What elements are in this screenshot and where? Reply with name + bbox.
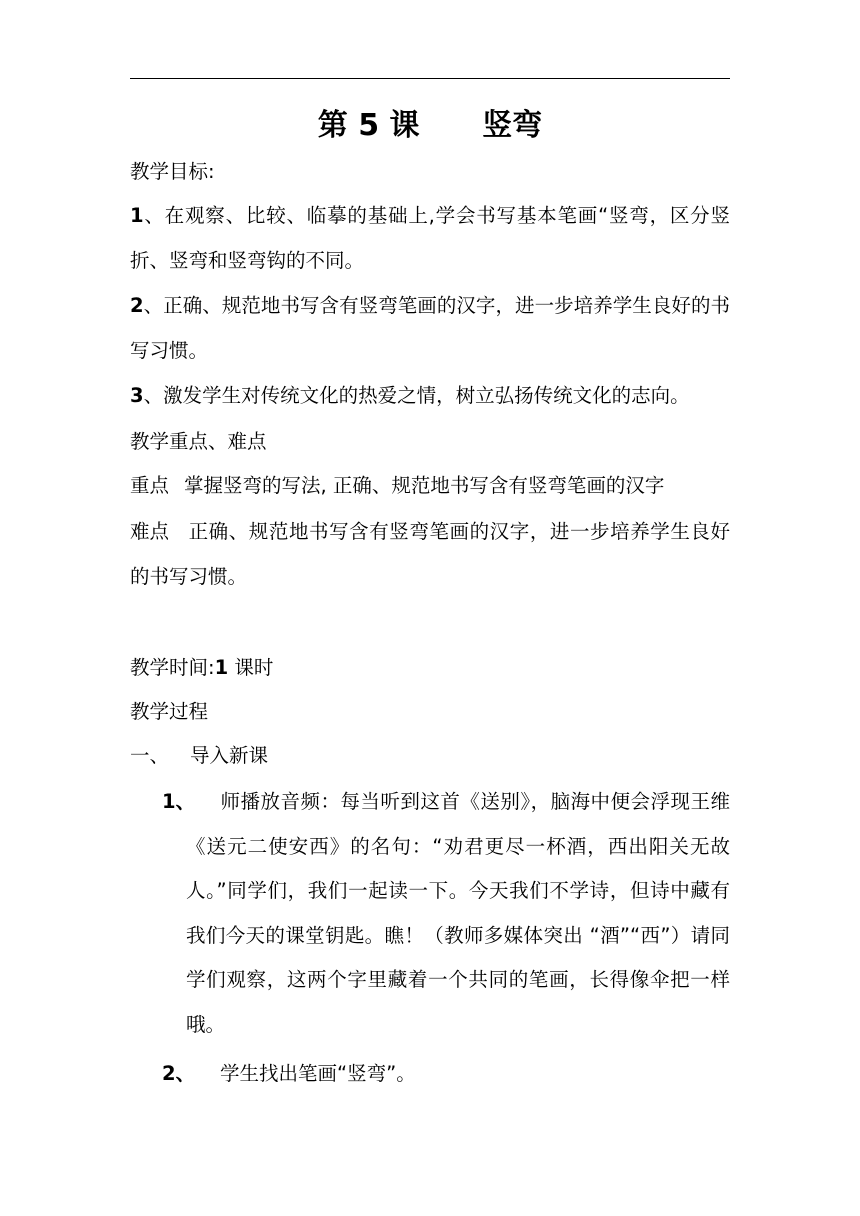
difficult-point bbox=[130, 510, 730, 599]
objective-item-1 bbox=[130, 194, 730, 283]
key-point bbox=[130, 464, 730, 508]
teaching-time-number: 1 bbox=[214, 656, 229, 679]
process-heading: 教学过程 bbox=[130, 700, 209, 723]
difficult-point-label: 难点 bbox=[130, 520, 170, 543]
key-heading: 教学重点、难点 bbox=[130, 430, 267, 453]
objective-number: 2 bbox=[130, 294, 144, 317]
step-text: 师播放音频：每当听到这首《送别》，脑海中便会浮现王维《送元二使安西》的名句：“劝君更尽一杯酒，西出阳关无故人。”同学们，我们一起读一下。今天我们不学诗，但诗中藏有我们今天的课堂钥匙。瞧！（教师多媒体突出 “酒”“西”）请同学们观察，这两个字里藏着一个共同的笔画，长得像伞把一样哦。 bbox=[186, 790, 730, 1036]
objective-item-2 bbox=[130, 284, 730, 373]
objectives-heading: 教学目标: bbox=[130, 160, 215, 183]
teaching-time-unit: 课时 bbox=[228, 656, 274, 679]
step-item-2 bbox=[186, 1052, 730, 1097]
lesson-title: 第 5 课 竖弯 bbox=[317, 108, 543, 143]
objective-text: 、在观察、比较、临摹的基础上,学会书写基本笔画“竖弯，区分竖折、竖弯和竖弯钩的不同。 bbox=[130, 204, 730, 272]
section-heading bbox=[130, 734, 730, 778]
objective-text: 、正确、规范地书写含有竖弯笔画的汉字，进一步培养学生良好的书写习惯。 bbox=[130, 294, 730, 362]
step-text: 学生找出笔画“竖弯”。 bbox=[220, 1062, 416, 1085]
step-number: 1、 bbox=[162, 790, 196, 813]
teaching-time bbox=[130, 646, 730, 690]
key-point-text: 掌握竖弯的写法, 正确、规范地书写含有竖弯笔画的汉字 bbox=[184, 474, 665, 497]
objective-number: 3 bbox=[130, 384, 144, 407]
objective-item-3 bbox=[130, 374, 730, 419]
teaching-time-label: 教学时间: bbox=[130, 656, 215, 679]
step-number: 2、 bbox=[162, 1062, 196, 1085]
difficult-point-text: 正确、规范地书写含有竖弯笔画的汉字，进一步培养学生良好的书写习惯。 bbox=[130, 520, 730, 588]
objective-text: 、激发学生对传统文化的热爱之情，树立弘扬传统文化的志向。 bbox=[143, 384, 690, 407]
header-rule bbox=[130, 78, 730, 79]
objective-number: 1 bbox=[130, 204, 144, 227]
key-point-label: 重点 bbox=[130, 474, 170, 497]
section-title: 导入新课 bbox=[190, 744, 269, 767]
section-marker: 一、 bbox=[130, 744, 170, 767]
step-item-1 bbox=[186, 780, 730, 1047]
